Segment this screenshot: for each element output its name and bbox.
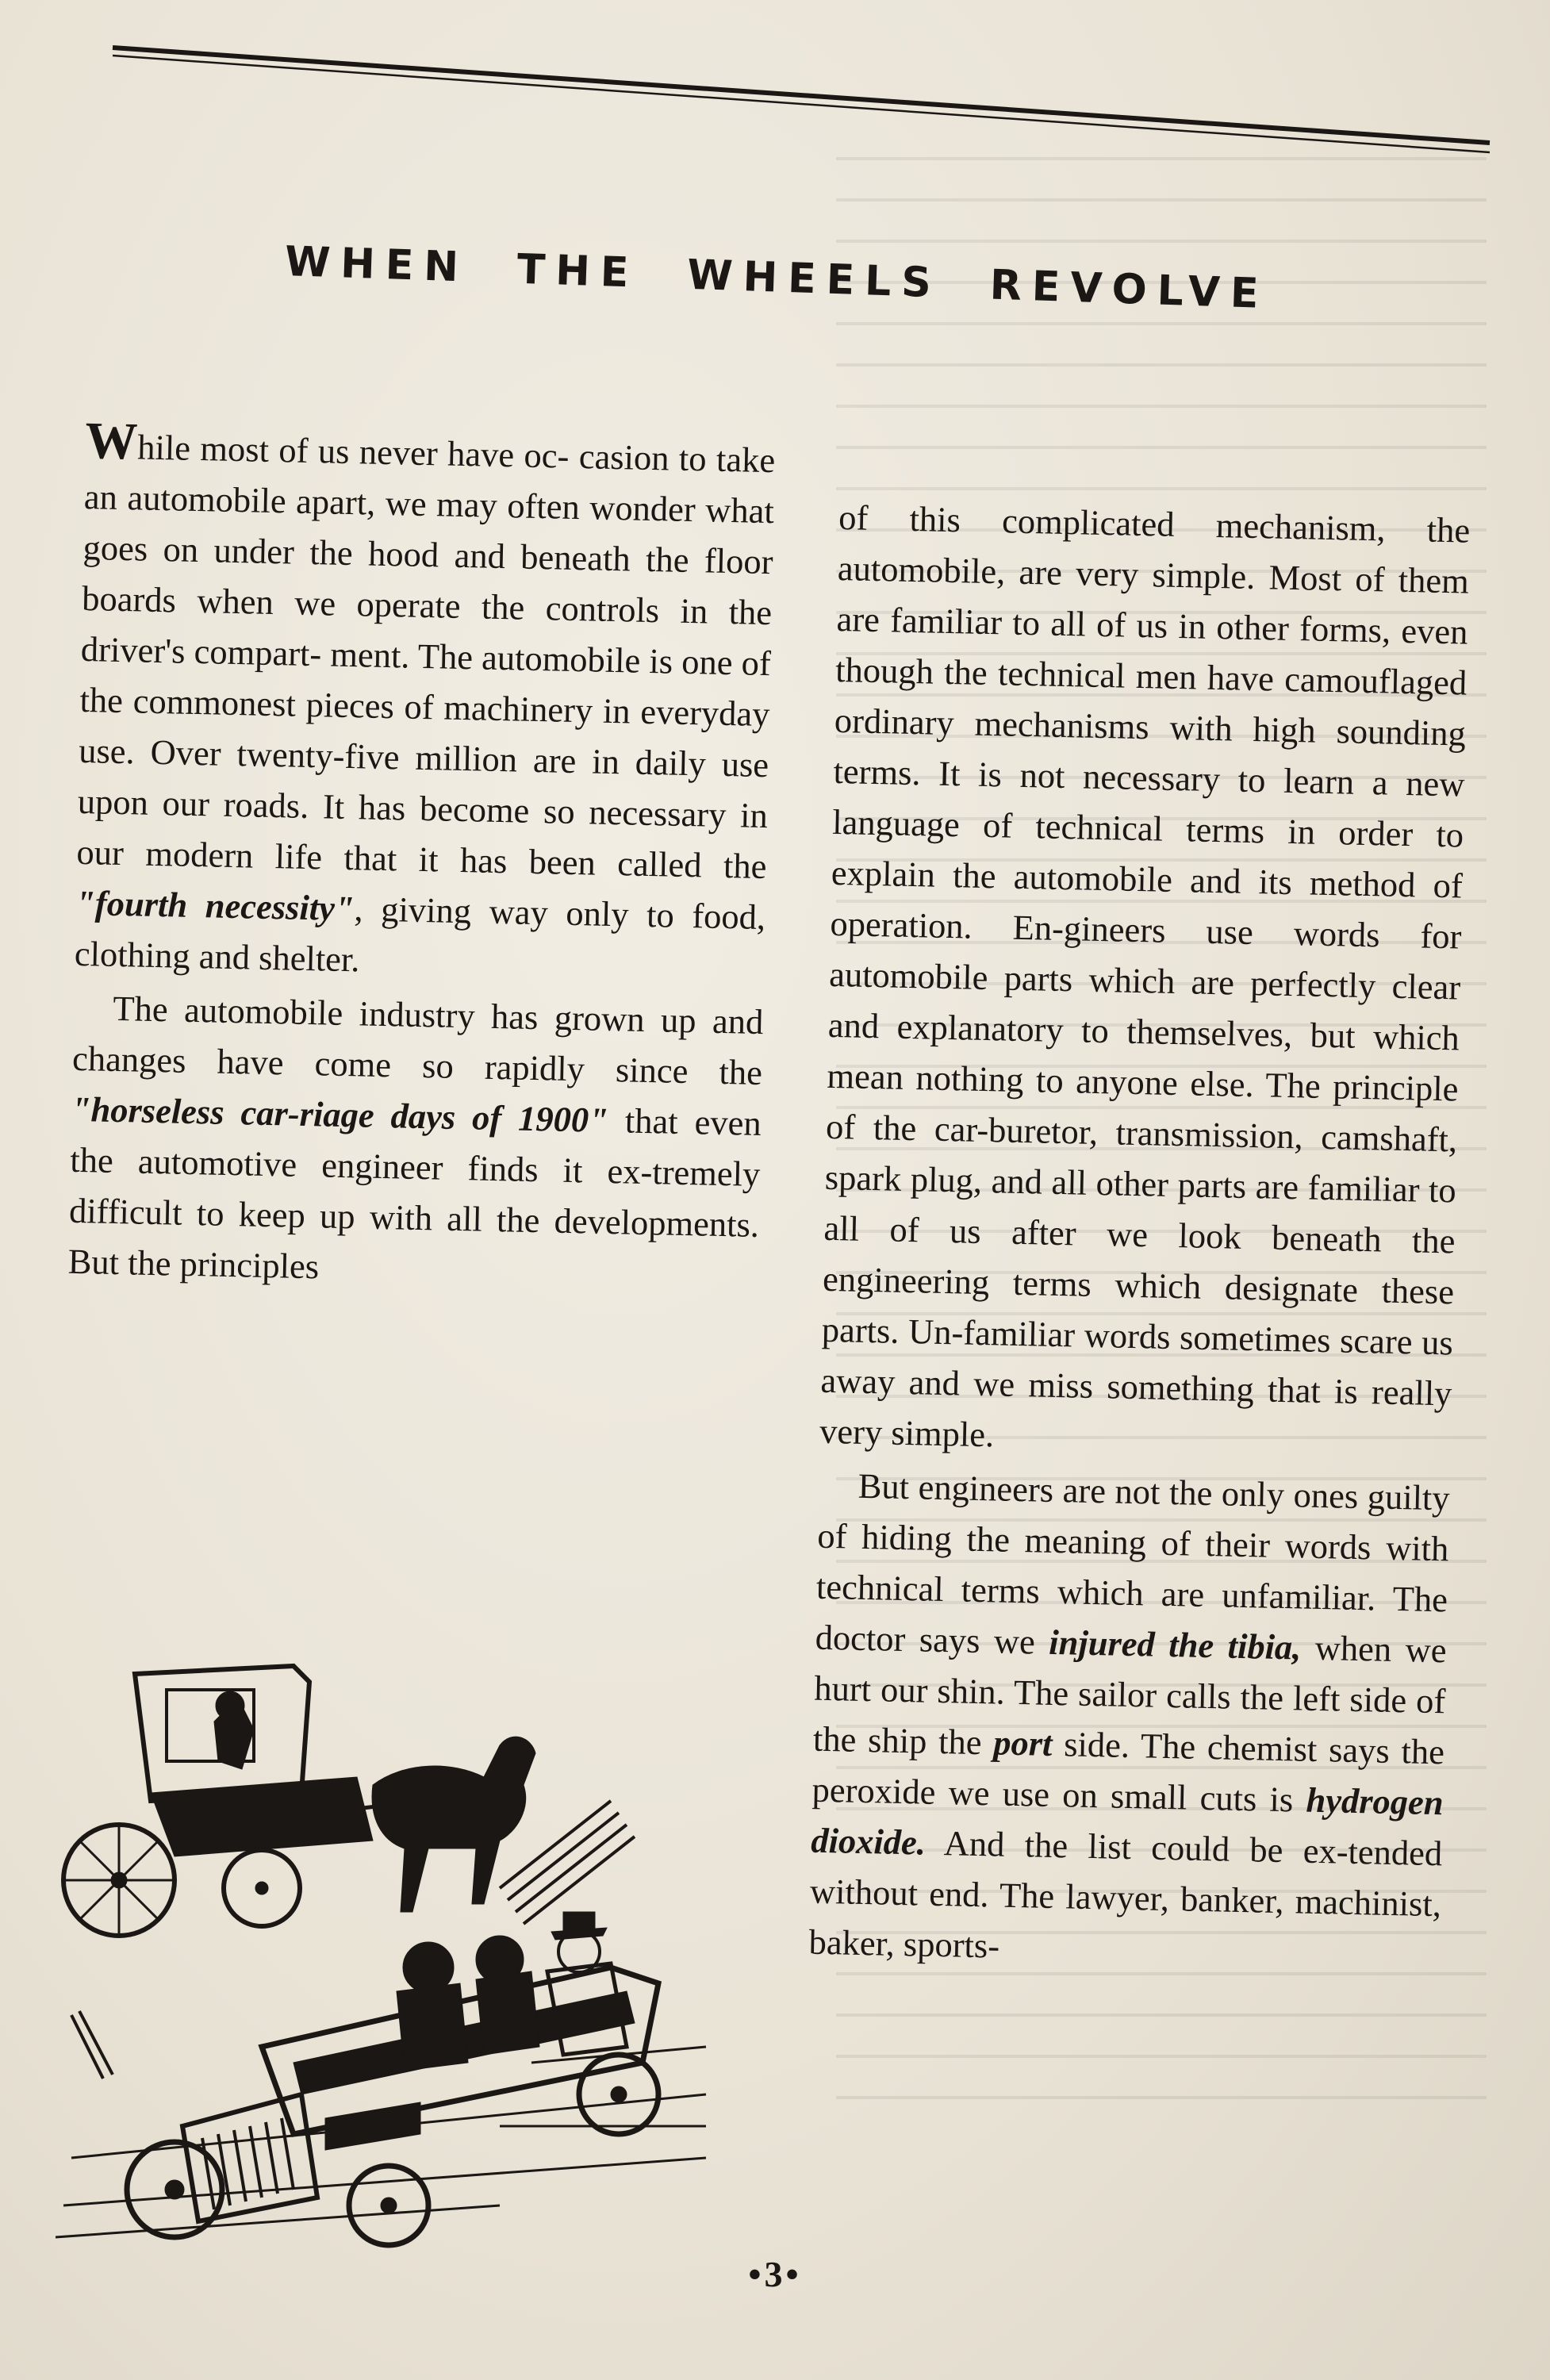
left-column [67,412,776,1301]
text-run: , giving way only to food, clothing and shelter. [74,889,766,980]
drop-cap: W [84,412,139,471]
page-number: •3• [748,2254,802,2294]
italic-phrase: "fourth necessity" [75,882,355,929]
italic-phrase: injured the tibia, [1048,1622,1302,1668]
italic-phrase: "horseless car-riage days of 1900" [71,1088,609,1140]
paragraph-industry [67,982,764,1301]
text-run: But engineers are not the only ones guilty of hiding the meaning of their words with technical terms which are unfamiliar. The doctor says we [815,1465,1451,1662]
text-run: casion to take an automobile apart, we may often wonder what goes on under the hood and beneath the floor boards when we operate the controls in the driver's compart- [80,436,776,674]
automobile [127,1967,658,2245]
chapter-title: WHEN THE WHEELS REVOLVE [284,238,1270,319]
text-run: And the list could be ex-tended without end. The lawyer, banker, machinist, baker, sports- [808,1822,1443,1966]
text-run: hile most of us never have oc- [136,427,570,476]
horseless-carriage-illustration [56,1650,722,2253]
paragraph-continued: of this complicated mechanism, the automobile, are very simple. Most of them are familiar to all of us in other forms, even though the technical men have camouflaged ordinary mechanisms with high sounding terms. It is not necessary to learn a new language of technical terms in order to explain the automobile and its method of operation. En-gineers use words for automobile parts which are perfectly clear and explanatory to themselves, but which mean nothing to anyone else. The principle of the car-buretor, transmission, camshaft, spark plug, and all other parts are familiar to all of us after we look beneath the engineering terms which designate these parts. Un-familiar words sometimes scare us away and we miss something that is really very simple. [819,497,1471,1455]
italic-phrase: port [992,1722,1053,1764]
italic-phrase: hydrogen dioxide. [810,1779,1444,1863]
header-rule [111,32,1491,182]
text-run: that even the automotive engineer finds it ex-tremely difficult to keep up with all the developments. But the principles [67,1100,762,1287]
text-run: The automobile industry has grown up and changes have come so rapidly since the [71,988,764,1093]
paragraph-intro [74,412,776,993]
right-column [808,492,1471,1980]
text-run: side. The chemist says the peroxide we use on small cuts is [811,1723,1445,1820]
paragraph-engineers [808,1460,1450,1981]
text-run: ment. The automobile is one of the commonest pieces of machinery in everyday use. Over twenty-five million are in daily use upon our roads. It has become so necessary in our modern life that it has been called the [76,634,772,887]
passengers [397,1912,627,2071]
text-run: when we hurt our shin. The sailor calls the left side of the ship the [812,1627,1448,1763]
